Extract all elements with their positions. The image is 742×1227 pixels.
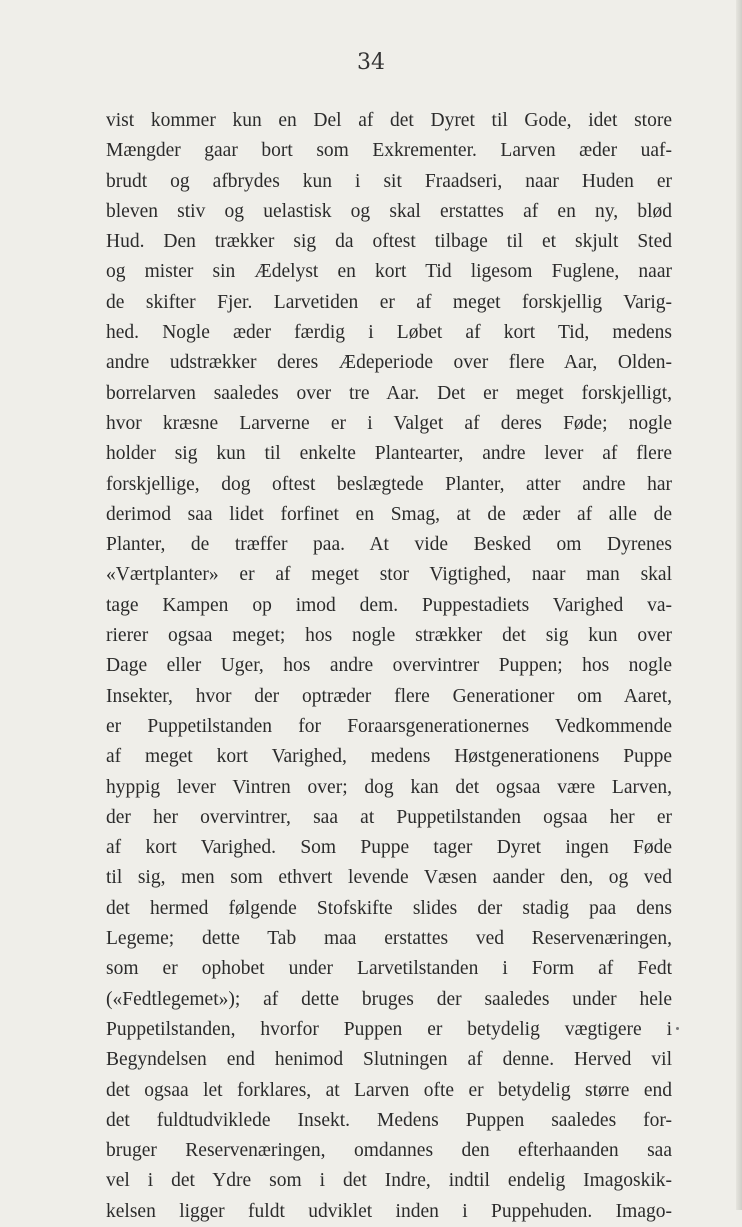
text-line: rierer ogsaa meget; hos nogle strækker det sig kun over — [106, 625, 672, 647]
text-line: det hermed følgende Stofskifte slides der stadig paa dens — [106, 897, 672, 919]
page-number: 34 — [357, 50, 385, 75]
text-line: forskjellige, dog oftest beslægtede Planter, atter andre har — [106, 473, 672, 495]
text-line: («Fedtlegemet»); af dette bruges der saaledes under hele — [106, 988, 672, 1010]
text-line: hyppig lever Vintren over; dog kan det ogsaa være Larven, — [106, 776, 672, 798]
text-line: de skifter Fjer. Larvetiden er af meget forskjellig Varig- — [106, 291, 672, 313]
text-line: andre udstrækker deres Ædeperiode over flere Aar, Olden- — [106, 352, 672, 374]
text-line: Legeme; dette Tab maa erstattes ved Reservenæringen, — [106, 928, 672, 950]
text-line: Insekter, hvor der optræder flere Generationer om Aaret, — [106, 685, 672, 707]
text-line: og mister sin Ædelyst en kort Tid ligesom Fuglene, naar — [106, 261, 672, 283]
text-line: Planter, de træffer paa. At vide Besked om Dyrenes — [106, 534, 672, 556]
text-line: bruger Reservenæringen, omdannes den efterhaanden saa — [106, 1140, 672, 1162]
text-line: bleven stiv og uelastisk og skal erstattes af en ny, blød — [106, 200, 672, 222]
text-line: kelsen ligger fuldt udviklet inden i Puppehuden. Imago- — [106, 1200, 672, 1222]
text-line: vist kommer kun en Del af det Dyret til Gode, idet store — [106, 110, 672, 131]
page-edge — [736, 0, 742, 1210]
text-line: holder sig kun til enkelte Plantearter, andre lever af flere — [106, 443, 672, 465]
text-line: hed. Nogle æder færdig i Løbet af kort Tid, medens — [106, 322, 672, 344]
text-line: «Værtplanter» er af meget stor Vigtighed, naar man skal — [106, 564, 672, 586]
text-line: vel i det Ydre som i det Indre, indtil endelig Imagoskik- — [106, 1170, 672, 1192]
text-line: hvor kræsne Larverne er i Valget af deres Føde; nogle — [106, 412, 672, 434]
text-line: Begyndelsen end henimod Slutningen af denne. Herved vil — [106, 1049, 672, 1071]
ink-speck — [676, 1027, 679, 1030]
text-line: til sig, men som ethvert levende Væsen aander den, og ved — [106, 867, 672, 889]
text-line: det fuldtudviklede Insekt. Medens Puppen saaledes for- — [106, 1109, 672, 1131]
body-text — [106, 106, 672, 1227]
text-line: er Puppetilstanden for Foraarsgenerationernes Vedkommende — [106, 715, 672, 737]
text-line: Mængder gaar bort som Exkrementer. Larven æder uaf- — [106, 140, 672, 162]
text-line: det ogsaa let forklares, at Larven ofte er betydelig større end — [106, 1079, 672, 1101]
text-line: tage Kampen op imod dem. Puppestadiets Varighed va- — [106, 594, 672, 616]
text-line: Hud. Den trækker sig da oftest tilbage til et skjult Sted — [106, 231, 672, 253]
text-line: derimod saa lidet forfinet en Smag, at de æder af alle de — [106, 503, 672, 525]
text-line: Dage eller Uger, hos andre overvintrer Puppen; hos nogle — [106, 655, 672, 677]
text-line: brudt og afbrydes kun i sit Fraadseri, naar Huden er — [106, 170, 672, 192]
text-line: af kort Varighed. Som Puppe tager Dyret ingen Føde — [106, 837, 672, 859]
text-line: som er ophobet under Larvetilstanden i Form af Fedt — [106, 958, 672, 980]
text-line: af meget kort Varighed, medens Høstgenerationens Puppe — [106, 746, 672, 768]
text-line: Puppetilstanden, hvorfor Puppen er betydelig vægtigere i — [106, 1018, 672, 1040]
text-line: borrelarven saaledes over tre Aar. Det er meget forskjelligt, — [106, 382, 672, 404]
text-line: der her overvintrer, saa at Puppetilstanden ogsaa her er — [106, 806, 672, 828]
